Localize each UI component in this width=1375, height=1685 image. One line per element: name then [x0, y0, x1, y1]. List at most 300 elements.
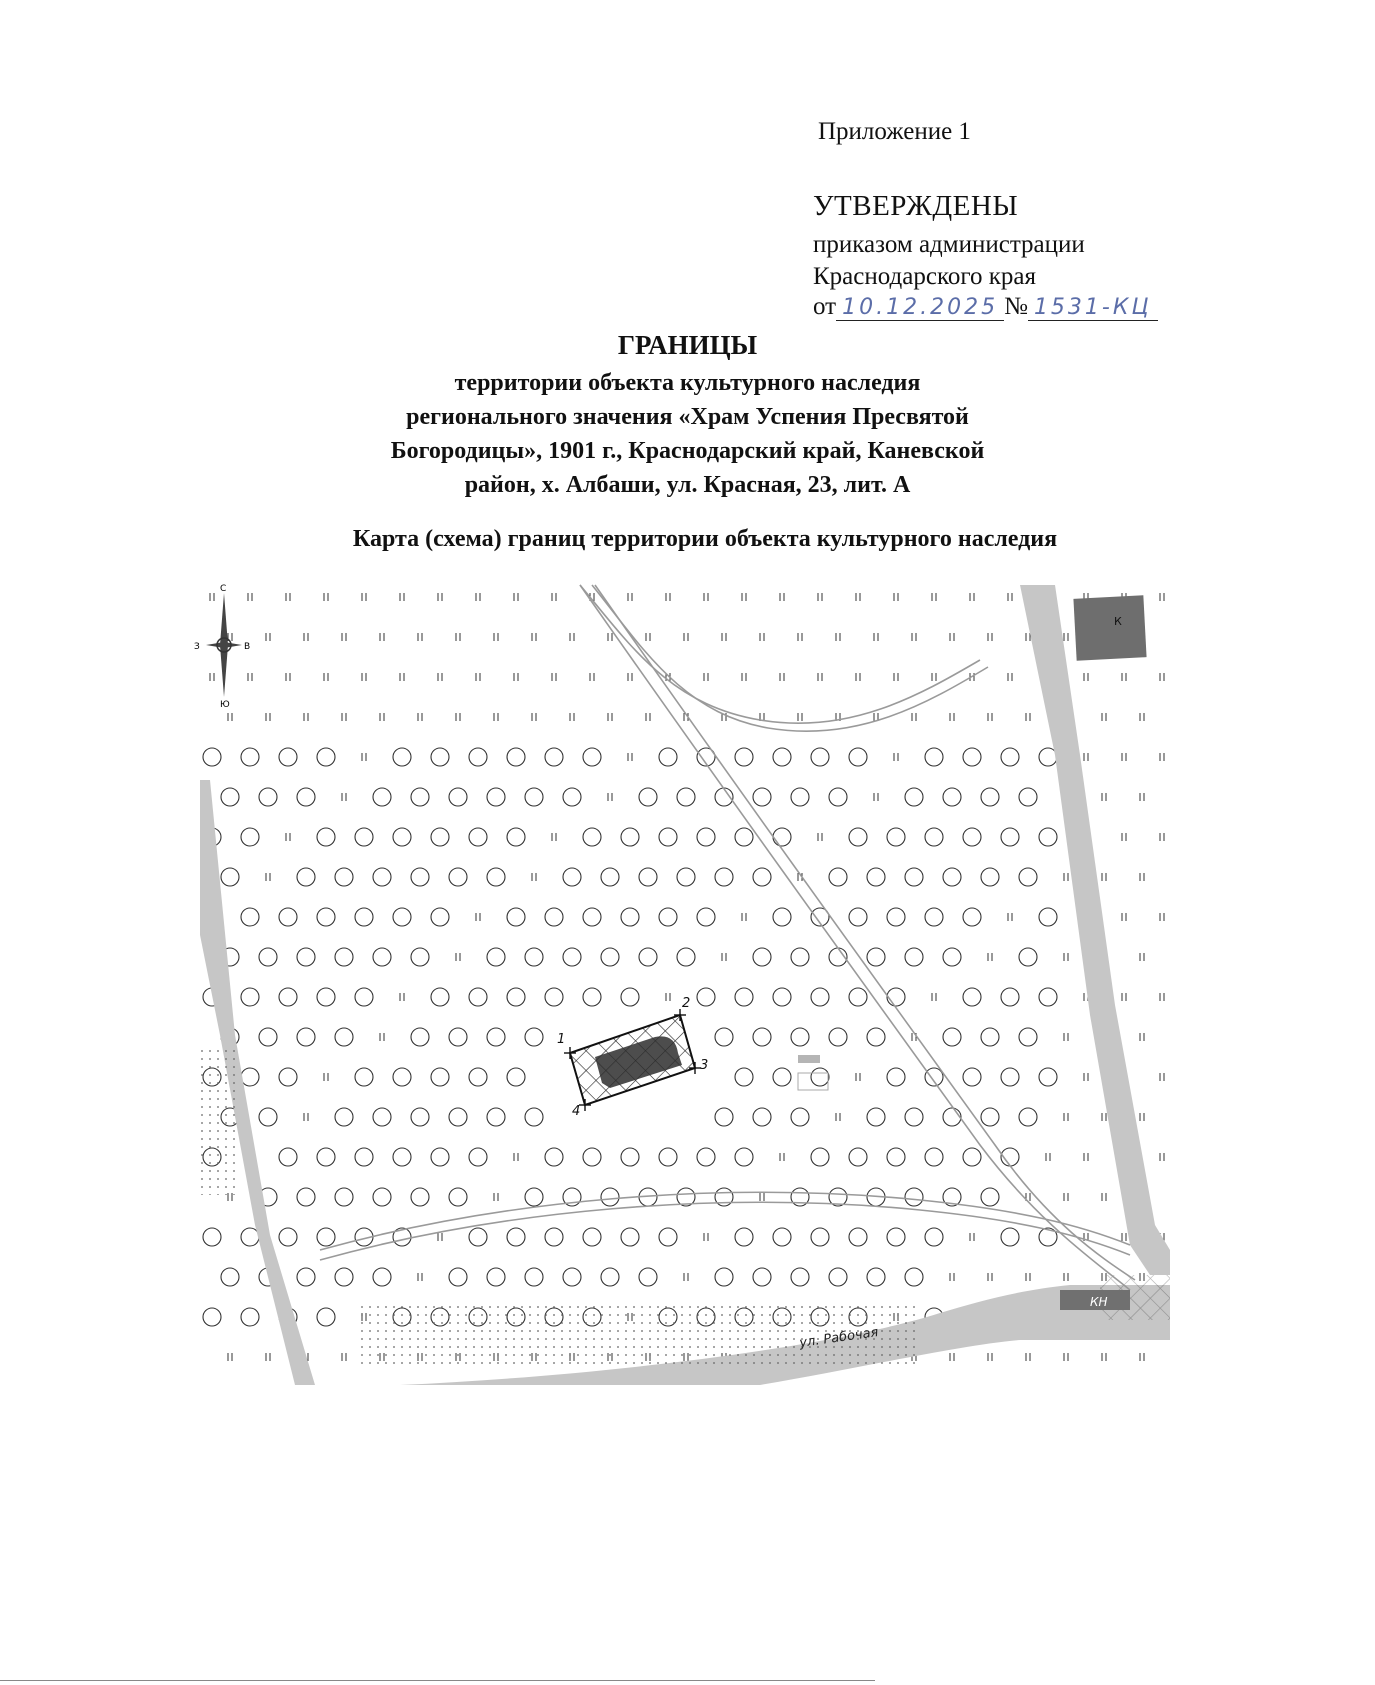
tree-symbol-icon [507, 988, 525, 1006]
tree-symbol-icon [601, 948, 619, 966]
tree-symbol-icon [259, 948, 277, 966]
grass-symbol-icon [646, 633, 650, 641]
tree-symbol-icon [1019, 788, 1037, 806]
tree-symbol-icon [507, 1068, 525, 1086]
tree-symbol-icon [735, 748, 753, 766]
grass-symbol-icon [1140, 1033, 1144, 1041]
grass-symbol-icon [248, 673, 252, 681]
grass-symbol-icon [1064, 953, 1068, 961]
grass-symbol-icon [228, 713, 232, 721]
tree-symbol-icon [355, 1148, 373, 1166]
compass-east: В [244, 642, 251, 652]
tree-symbol-icon [677, 948, 695, 966]
grass-symbol-icon [476, 913, 480, 921]
subtitle-line-3: Богородицы», 1901 г., Краснодарский край, Каневской [390, 438, 985, 464]
tree-symbol-icon [487, 1268, 505, 1286]
grass-symbol-icon [1064, 1113, 1068, 1121]
grass-symbol-icon [494, 713, 498, 721]
grass-symbol-icon [760, 1193, 764, 1201]
tree-symbol-icon [905, 948, 923, 966]
temple-territory [557, 996, 708, 1119]
footpaths [320, 585, 1135, 1290]
grass-symbol-icon [456, 953, 460, 961]
grass-symbol-icon [836, 1113, 840, 1121]
grass-symbol-icon [894, 593, 898, 601]
subtitle-line-1: территории объекта культурного наследия [454, 370, 921, 396]
path-cross-2 [320, 1202, 1130, 1260]
tree-symbol-icon [905, 1268, 923, 1286]
tree-symbol-icon [221, 788, 239, 806]
grass-symbol-icon [780, 593, 784, 601]
tree-symbol-icon [411, 1028, 429, 1046]
grass-symbol-icon [818, 833, 822, 841]
grass-symbol-icon [494, 1193, 498, 1201]
tree-symbol-icon [905, 868, 923, 886]
tree-symbol-icon [241, 828, 259, 846]
grass-symbol-icon [570, 713, 574, 721]
tree-symbol-icon [487, 948, 505, 966]
tree-symbol-icon [735, 828, 753, 846]
tree-symbol-icon [867, 1028, 885, 1046]
tree-symbol-icon [943, 948, 961, 966]
approved-heading: УТВЕРЖДЕНЫ [813, 190, 1019, 222]
grass-symbol-icon [722, 953, 726, 961]
tree-symbol-icon [373, 1188, 391, 1206]
grass-symbol-icon [704, 593, 708, 601]
grass-symbol-icon [912, 633, 916, 641]
tree-symbol-icon [373, 788, 391, 806]
tree-symbol-icon [545, 748, 563, 766]
tree-symbol-icon [659, 1148, 677, 1166]
document-subtitle [325, 366, 1050, 502]
appendix-label: Приложение 1 [818, 118, 971, 145]
grass-symbol-icon [266, 873, 270, 881]
grass-symbol-icon [742, 913, 746, 921]
tree-symbol-icon [279, 1148, 297, 1166]
grass-symbol-icon [1122, 1233, 1126, 1241]
tree-symbol-icon [887, 828, 905, 846]
tree-symbol-icon [981, 788, 999, 806]
tree-symbol-icon [963, 828, 981, 846]
grass-symbol-icon [988, 633, 992, 641]
grass-symbol-icon [342, 793, 346, 801]
tree-symbol-icon [773, 1228, 791, 1246]
grass-symbol-icon [988, 713, 992, 721]
subtitle-line-4: район, х. Албаши, ул. Красная, 23, лит. А [464, 472, 911, 498]
tree-symbol-icon [849, 748, 867, 766]
tree-symbol-icon [469, 1148, 487, 1166]
tree-symbol-icon [925, 828, 943, 846]
grass-symbol-icon [608, 633, 612, 641]
tree-symbol-icon [583, 748, 601, 766]
grass-symbol-icon [780, 1153, 784, 1161]
tree-symbol-icon [963, 1148, 981, 1166]
tree-symbol-icon [887, 1068, 905, 1086]
roads [200, 585, 1170, 1385]
tree-symbol-icon [1039, 828, 1057, 846]
tree-symbol-icon [753, 1028, 771, 1046]
tree-symbol-icon [601, 1188, 619, 1206]
tree-symbol-icon [753, 948, 771, 966]
tree-symbol-icon [411, 868, 429, 886]
tree-symbol-icon [525, 1028, 543, 1046]
grass-symbol-icon [514, 1153, 518, 1161]
grass-symbol-icon [304, 713, 308, 721]
grass-symbol-icon [818, 593, 822, 601]
tree-symbol-icon [545, 1228, 563, 1246]
grass-symbol-icon [532, 873, 536, 881]
tree-symbol-icon [411, 948, 429, 966]
grass-symbol-icon [818, 673, 822, 681]
tree-symbol-icon [905, 1108, 923, 1126]
tree-symbol-icon [297, 1188, 315, 1206]
tree-symbol-icon [697, 828, 715, 846]
tree-symbol-icon [925, 1068, 943, 1086]
grass-symbol-icon [1140, 1113, 1144, 1121]
grass-symbol-icon [1064, 1033, 1068, 1041]
order-date-number [813, 293, 1158, 321]
tree-symbol-icon [925, 748, 943, 766]
tree-symbol-icon [335, 1188, 353, 1206]
grass-symbol-icon [304, 1113, 308, 1121]
tree-symbol-icon [715, 1108, 733, 1126]
tree-symbol-icon [773, 988, 791, 1006]
boundary-map [194, 584, 1170, 1385]
grass-symbol-icon [798, 633, 802, 641]
grass-symbol-icon [400, 593, 404, 601]
tree-symbol-icon [867, 948, 885, 966]
dotted-area-left [200, 1045, 235, 1195]
tree-symbol-icon [735, 988, 753, 1006]
grass-symbol-icon [856, 673, 860, 681]
grass-symbol-icon [342, 633, 346, 641]
tree-symbol-icon [621, 908, 639, 926]
tree-symbol-icon [297, 868, 315, 886]
grass-symbol-icon [1046, 1153, 1050, 1161]
grass-symbol-icon [1084, 673, 1088, 681]
grass-symbol-icon [1160, 1153, 1164, 1161]
tree-symbol-icon [601, 1268, 619, 1286]
tree-symbol-icon [943, 1108, 961, 1126]
tree-symbol-icon [697, 1148, 715, 1166]
grass-symbol-icon [1122, 753, 1126, 761]
grass-symbol-icon [514, 673, 518, 681]
tree-symbol-icon [525, 1108, 543, 1126]
tree-symbol-icon [753, 868, 771, 886]
tree-symbol-icon [887, 1228, 905, 1246]
grass-symbol-icon [570, 633, 574, 641]
grass-symbol-icon [1084, 1153, 1088, 1161]
page-bottom-rule [0, 1680, 875, 1681]
tree-symbol-icon [659, 748, 677, 766]
tree-symbol-icon [583, 988, 601, 1006]
grass-symbol-icon [1160, 833, 1164, 841]
grass-symbol-icon [380, 633, 384, 641]
grass-symbol-icon [988, 1273, 992, 1281]
order-line-1: приказом администрации [813, 231, 1085, 258]
grass-symbol-icon [988, 1353, 992, 1361]
tree-symbol-icon [335, 1028, 353, 1046]
grass-symbol-icon [1102, 1193, 1106, 1201]
grass-symbol-icon [932, 673, 936, 681]
grass-symbol-icon [1122, 673, 1126, 681]
tree-symbol-icon [335, 948, 353, 966]
tree-symbol-icon [1039, 908, 1057, 926]
grass-symbol-icon [1160, 673, 1164, 681]
tree-symbol-icon [981, 1028, 999, 1046]
grass-symbol-icon [666, 993, 670, 1001]
tree-symbol-icon [317, 908, 335, 926]
grass-symbol-icon [628, 753, 632, 761]
building-k [1073, 595, 1146, 661]
tree-symbol-icon [753, 788, 771, 806]
grass-symbol-icon [1026, 1353, 1030, 1361]
grass-symbol-icon [684, 1273, 688, 1281]
tree-symbol-icon [791, 1028, 809, 1046]
grass-symbol-icon [704, 1233, 708, 1241]
tree-symbol-icon [393, 1068, 411, 1086]
tree-symbol-icon [867, 1108, 885, 1126]
grass-symbol-icon [400, 673, 404, 681]
tree-symbol-icon [963, 988, 981, 1006]
tree-symbol-icon [317, 828, 335, 846]
grass-symbol-icon [532, 713, 536, 721]
tree-symbol-icon [507, 908, 525, 926]
tree-symbol-icon [715, 868, 733, 886]
tree-symbol-icon [279, 1228, 297, 1246]
grass-symbol-icon [608, 793, 612, 801]
tree-symbol-icon [601, 868, 619, 886]
tree-symbol-icon [677, 788, 695, 806]
grass-symbol-icon [970, 1233, 974, 1241]
tree-symbol-icon [297, 948, 315, 966]
document-title: ГРАНИЦЫ [617, 330, 758, 360]
tree-symbol-icon [355, 828, 373, 846]
tree-symbol-icon [905, 788, 923, 806]
grass-symbol-icon [418, 713, 422, 721]
grass-symbol-icon [438, 1233, 442, 1241]
tree-symbol-icon [221, 868, 239, 886]
tree-symbol-icon [621, 1148, 639, 1166]
date-prefix: от [813, 293, 837, 320]
grass-symbol-icon [438, 673, 442, 681]
tree-symbol-icon [507, 748, 525, 766]
tree-symbol-icon [697, 988, 715, 1006]
tree-symbol-icon [811, 1148, 829, 1166]
grass-symbol-icon [1140, 713, 1144, 721]
grass-symbol-icon [1122, 993, 1126, 1001]
tree-symbol-icon [355, 908, 373, 926]
tree-symbol-icon [203, 748, 221, 766]
point-4-label: 4 [572, 1104, 581, 1119]
grass-symbol-icon [380, 713, 384, 721]
grass-symbol-icon [476, 673, 480, 681]
tree-symbol-icon [659, 828, 677, 846]
tree-symbol-icon [431, 908, 449, 926]
tree-symbol-icon [203, 1228, 221, 1246]
grass-symbol-icon [950, 1273, 954, 1281]
tree-symbol-icon [545, 1148, 563, 1166]
tree-symbol-icon [1019, 868, 1037, 886]
grass-symbol-icon [286, 593, 290, 601]
grass-symbol-icon [456, 713, 460, 721]
tree-symbol-icon [849, 908, 867, 926]
grass-symbol-icon [552, 833, 556, 841]
grass-symbol-icon [1160, 753, 1164, 761]
grass-symbol-icon [836, 633, 840, 641]
grass-symbol-icon [666, 593, 670, 601]
grass-symbol-icon [590, 673, 594, 681]
grass-symbol-icon [874, 793, 878, 801]
tree-symbol-icon [887, 908, 905, 926]
compass-rose-icon [194, 584, 250, 710]
tree-symbol-icon [829, 1268, 847, 1286]
tree-symbol-icon [221, 1268, 239, 1286]
grass-symbol-icon [1140, 1353, 1144, 1361]
tree-symbol-icon [849, 988, 867, 1006]
tree-symbol-icon [449, 1028, 467, 1046]
tree-symbol-icon [791, 1108, 809, 1126]
grass-symbol-icon [552, 593, 556, 601]
grass-symbol-icon [1160, 1073, 1164, 1081]
road-right [1020, 585, 1170, 1275]
tree-symbol-icon [279, 908, 297, 926]
tree-symbol-icon [1001, 748, 1019, 766]
tree-symbol-icon [469, 748, 487, 766]
grass-symbol-icon [1008, 673, 1012, 681]
grass-symbol-icon [856, 1073, 860, 1081]
grass-symbol-icon [304, 633, 308, 641]
tree-symbol-icon [791, 948, 809, 966]
tree-symbol-icon [963, 908, 981, 926]
grass-symbol-icon [894, 753, 898, 761]
tree-symbol-icon [469, 1068, 487, 1086]
grass-symbol-icon [494, 633, 498, 641]
tree-symbol-icon [279, 748, 297, 766]
grass-symbol-icon [1102, 793, 1106, 801]
tree-symbol-icon [431, 1068, 449, 1086]
grass-symbol-icon [266, 1353, 270, 1361]
grass-symbol-icon [950, 1353, 954, 1361]
tree-symbol-icon [373, 948, 391, 966]
tree-symbol-icon [829, 1028, 847, 1046]
tree-symbol-icon [773, 828, 791, 846]
grass-symbol-icon [362, 753, 366, 761]
grass-symbol-icon [1140, 953, 1144, 961]
tree-symbol-icon [241, 908, 259, 926]
tree-symbol-icon [317, 1148, 335, 1166]
tree-symbol-icon [981, 1108, 999, 1126]
tree-symbol-icon [963, 748, 981, 766]
grass-symbol-icon [362, 593, 366, 601]
tree-symbol-icon [811, 988, 829, 1006]
tree-symbol-icon [525, 788, 543, 806]
tree-symbol-icon [715, 1268, 733, 1286]
tree-symbol-icon [279, 988, 297, 1006]
tree-symbol-icon [525, 948, 543, 966]
tree-symbol-icon [943, 868, 961, 886]
grass-symbol-icon [722, 633, 726, 641]
tree-symbol-icon [373, 1268, 391, 1286]
tree-symbol-icon [849, 1228, 867, 1246]
grass-symbol-icon [1160, 593, 1164, 601]
tree-symbol-icon [241, 1308, 259, 1326]
grass-symbol-icon [1102, 1353, 1106, 1361]
tree-symbol-icon [297, 788, 315, 806]
tree-symbol-icon [811, 1068, 829, 1086]
tree-symbol-icon [773, 1068, 791, 1086]
tree-symbol-icon [449, 1268, 467, 1286]
compass-south: Ю [220, 700, 230, 710]
grass-symbol-icon [856, 593, 860, 601]
grass-symbol-icon [324, 673, 328, 681]
tree-symbol-icon [563, 1268, 581, 1286]
tree-symbol-icon [449, 868, 467, 886]
grass-symbol-icon [760, 633, 764, 641]
tree-symbol-icon [449, 788, 467, 806]
tree-symbol-icon [773, 748, 791, 766]
vegetation-symbols [203, 593, 1164, 1361]
tree-symbol-icon [943, 1028, 961, 1046]
tree-symbol-icon [563, 948, 581, 966]
tree-symbol-icon [621, 828, 639, 846]
tree-symbol-icon [525, 1268, 543, 1286]
grass-symbol-icon [628, 593, 632, 601]
grass-symbol-icon [418, 633, 422, 641]
grass-symbol-icon [1122, 833, 1126, 841]
tree-symbol-icon [639, 788, 657, 806]
tree-symbol-icon [279, 1068, 297, 1086]
grass-symbol-icon [342, 713, 346, 721]
grass-symbol-icon [608, 713, 612, 721]
grass-symbol-icon [684, 633, 688, 641]
tree-symbol-icon [487, 1108, 505, 1126]
building-kn-label: КН [1090, 1295, 1108, 1309]
grass-symbol-icon [210, 673, 214, 681]
grass-symbol-icon [1064, 1193, 1068, 1201]
grass-symbol-icon [380, 1033, 384, 1041]
compass-north: С [220, 584, 227, 594]
tree-symbol-icon [297, 1268, 315, 1286]
tree-symbol-icon [411, 1108, 429, 1126]
tree-symbol-icon [677, 868, 695, 886]
tree-symbol-icon [373, 1108, 391, 1126]
tree-symbol-icon [449, 1188, 467, 1206]
tree-symbol-icon [773, 908, 791, 926]
grass-symbol-icon [1140, 793, 1144, 801]
tree-symbol-icon [545, 908, 563, 926]
tree-symbol-icon [811, 1228, 829, 1246]
tree-symbol-icon [259, 1108, 277, 1126]
grass-symbol-icon [286, 673, 290, 681]
tree-symbol-icon [373, 868, 391, 886]
tree-symbol-icon [1001, 1068, 1019, 1086]
tree-symbol-icon [411, 788, 429, 806]
tree-symbol-icon [715, 1028, 733, 1046]
tree-symbol-icon [1001, 1228, 1019, 1246]
tree-symbol-icon [259, 788, 277, 806]
tree-symbol-icon [525, 1188, 543, 1206]
grass-symbol-icon [894, 673, 898, 681]
compass-west: З [194, 642, 200, 652]
tree-symbol-icon [621, 1228, 639, 1246]
tree-symbol-icon [1039, 1068, 1057, 1086]
grass-symbol-icon [1026, 1273, 1030, 1281]
grass-symbol-icon [970, 593, 974, 601]
tree-symbol-icon [867, 868, 885, 886]
grass-symbol-icon [1026, 633, 1030, 641]
tree-symbol-icon [583, 1228, 601, 1246]
